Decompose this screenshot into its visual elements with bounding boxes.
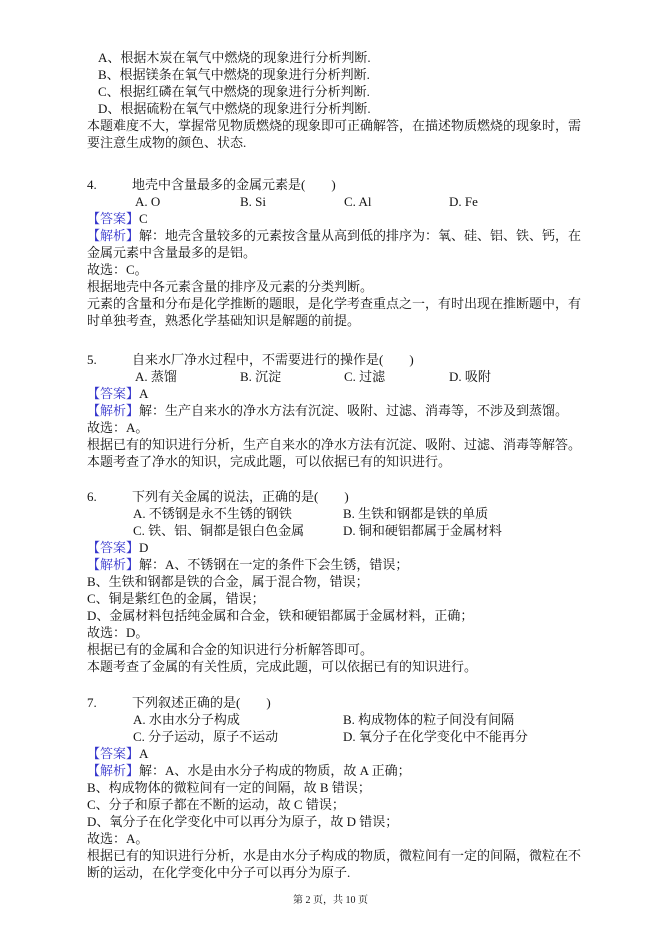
options-row bbox=[87, 522, 627, 539]
question-stem-line bbox=[87, 351, 627, 368]
question-number: 4. bbox=[87, 177, 97, 192]
option-c: C. Al bbox=[344, 194, 372, 209]
analysis-line: 故选：D。 bbox=[87, 625, 149, 640]
analysis-intro-line bbox=[87, 227, 627, 244]
analysis-line: 故选：A。 bbox=[87, 831, 149, 846]
question-block-7 bbox=[87, 694, 627, 881]
analysis-line: B、构成物体的微粒间有一定的间隔，故 B 错误； bbox=[87, 780, 371, 795]
analysis-label: 【解析】 bbox=[87, 228, 140, 243]
question-number: 5. bbox=[87, 352, 97, 367]
question-stem: 下列有关金属的说法，正确的是( ) bbox=[132, 489, 349, 504]
answer-label: 【答案】 bbox=[87, 211, 140, 226]
analysis-note-line: 要注意生成物的颜色、状态. bbox=[87, 135, 247, 150]
option-d: D. 氧分子在化学变化中不能再分 bbox=[343, 729, 528, 744]
option-analysis-line-a: A、根据木炭在氧气中燃烧的现象进行分析判断. bbox=[98, 50, 371, 65]
analysis-label: 【解析】 bbox=[87, 403, 140, 418]
analysis-line: C、铜是紫红色的金属，错误； bbox=[87, 591, 265, 606]
analysis-line: 根据已有的金属和合金的知识进行分析解答即可。 bbox=[87, 642, 374, 657]
question-block-6 bbox=[87, 488, 627, 675]
prev-question-analysis-block bbox=[87, 49, 627, 151]
analysis-intro-line bbox=[87, 556, 627, 573]
analysis-intro-text: 解：生产自来水的净水方法有沉淀、吸附、过滤、消毒等，不涉及到蒸馏。 bbox=[139, 403, 569, 418]
question-number: 7. bbox=[87, 695, 97, 710]
analysis-line: 断的运动，在化学变化中分子可以再分为原子. bbox=[87, 865, 351, 880]
option-c: C. 分子运动，原子不运动 bbox=[133, 729, 279, 744]
option-a: A. 不锈钢是永不生锈的钢铁 bbox=[133, 506, 292, 521]
options-row bbox=[87, 728, 627, 745]
option-analysis-line-b: B、根据镁条在氧气中燃烧的现象进行分析判断. bbox=[98, 67, 370, 82]
question-stem: 地壳中含量最多的金属元素是( ) bbox=[132, 177, 336, 192]
analysis-line: 根据已有的知识进行分析，水是由水分子构成的物质，微粒间有一定的间隔，微粒在不 bbox=[87, 848, 582, 863]
options-row bbox=[87, 505, 627, 522]
analysis-intro-text: 解：A、不锈钢在一定的条件下会生锈，错误； bbox=[139, 557, 409, 572]
analysis-line: C、分子和原子都在不断的运动，故 C 错误； bbox=[87, 797, 345, 812]
option-a: A. 水由水分子构成 bbox=[133, 712, 240, 727]
analysis-line: 元素的含量和分布是化学推断的题眼，是化学考查重点之一，有时出现在推断题中，有 bbox=[87, 296, 582, 311]
question-number: 6. bbox=[87, 489, 97, 504]
analysis-line: 本题考查了净水的知识，完成此题，可以依据已有的知识进行。 bbox=[87, 454, 452, 469]
option-b: B. 生铁和钢都是铁的单质 bbox=[343, 506, 489, 521]
analysis-note-line: 本题难度不大，掌握常见物质燃烧的现象即可正确解答，在描述物质燃烧的现象时，需 bbox=[87, 118, 582, 133]
option-a: A. 蒸馏 bbox=[135, 369, 177, 384]
answer-value: D bbox=[139, 540, 149, 555]
answer-line bbox=[87, 385, 627, 402]
answer-label: 【答案】 bbox=[87, 540, 140, 555]
option-b: B. 沉淀 bbox=[240, 369, 282, 384]
answer-label: 【答案】 bbox=[87, 386, 140, 401]
answer-value: A bbox=[139, 746, 149, 761]
analysis-line: 本题考查了金属的有关性质，完成此题，可以依据已有的知识进行。 bbox=[87, 659, 478, 674]
analysis-intro-text: 解：地壳含量较多的元素按含量从高到低的排序为：氧、硅、铝、铁、钙，在 bbox=[139, 228, 582, 243]
option-d: D. Fe bbox=[449, 194, 478, 209]
analysis-line: 故选：C。 bbox=[87, 262, 148, 277]
question-stem-line bbox=[87, 694, 627, 711]
option-c: C. 过滤 bbox=[344, 369, 386, 384]
answer-line bbox=[87, 745, 627, 762]
question-stem: 下列叙述正确的是( ) bbox=[132, 695, 271, 710]
page-content bbox=[87, 49, 627, 881]
analysis-intro-text: 解：A、水是由水分子构成的物质，故 A 正确； bbox=[139, 763, 411, 778]
answer-line bbox=[87, 210, 627, 227]
question-stem-line bbox=[87, 176, 627, 193]
options-row bbox=[87, 193, 627, 210]
answer-value: C bbox=[139, 211, 148, 226]
option-d: D. 吸附 bbox=[449, 369, 491, 384]
answer-value: A bbox=[139, 386, 149, 401]
analysis-label: 【解析】 bbox=[87, 557, 140, 572]
analysis-line: 金属元素中含量最多的是铝。 bbox=[87, 245, 257, 260]
analysis-line: 根据地壳中各元素含量的排序及元素的分类判断。 bbox=[87, 279, 374, 294]
option-a: A. O bbox=[135, 194, 161, 209]
question-stem-line bbox=[87, 488, 627, 505]
page-footer: 第 2 页，共 10 页 bbox=[293, 895, 368, 906]
options-row bbox=[87, 368, 627, 385]
option-c: C. 铁、铝、铜都是银白色金属 bbox=[133, 523, 305, 538]
option-b: B. 构成物体的粒子间没有间隔 bbox=[343, 712, 515, 727]
options-row bbox=[87, 711, 627, 728]
option-analysis-line-d: D、根据硫粉在氧气中燃烧的现象进行分析判断. bbox=[98, 101, 371, 116]
option-b: B. Si bbox=[240, 194, 267, 209]
question-block-5 bbox=[87, 351, 627, 470]
analysis-intro-line bbox=[87, 402, 627, 419]
option-d: D. 铜和硬铝都属于金属材料 bbox=[343, 523, 502, 538]
analysis-line: B、生铁和钢都是铁的合金，属于混合物，错误； bbox=[87, 574, 369, 589]
question-stem: 自来水厂净水过程中，不需要进行的操作是( ) bbox=[132, 352, 414, 367]
analysis-line: 故选：A。 bbox=[87, 420, 149, 435]
analysis-line: 根据已有的知识进行分析，生产自来水的净水方法有沉淀、吸附、过滤、消毒等解答。 bbox=[87, 437, 582, 452]
question-block-4 bbox=[87, 176, 627, 329]
analysis-intro-line bbox=[87, 762, 627, 779]
analysis-line: D、金属材料包括纯金属和合金，铁和硬铝都属于金属材料，正确； bbox=[87, 608, 474, 623]
answer-label: 【答案】 bbox=[87, 746, 140, 761]
answer-line bbox=[87, 539, 627, 556]
option-analysis-line-c: C、根据红磷在氧气中燃烧的现象进行分析判断. bbox=[98, 84, 370, 99]
analysis-line: 时单独考查，熟悉化学基础知识是解题的前提。 bbox=[87, 313, 361, 328]
analysis-label: 【解析】 bbox=[87, 763, 140, 778]
analysis-line: D、氧分子在化学变化中可以再分为原子，故 D 错误； bbox=[87, 814, 399, 829]
